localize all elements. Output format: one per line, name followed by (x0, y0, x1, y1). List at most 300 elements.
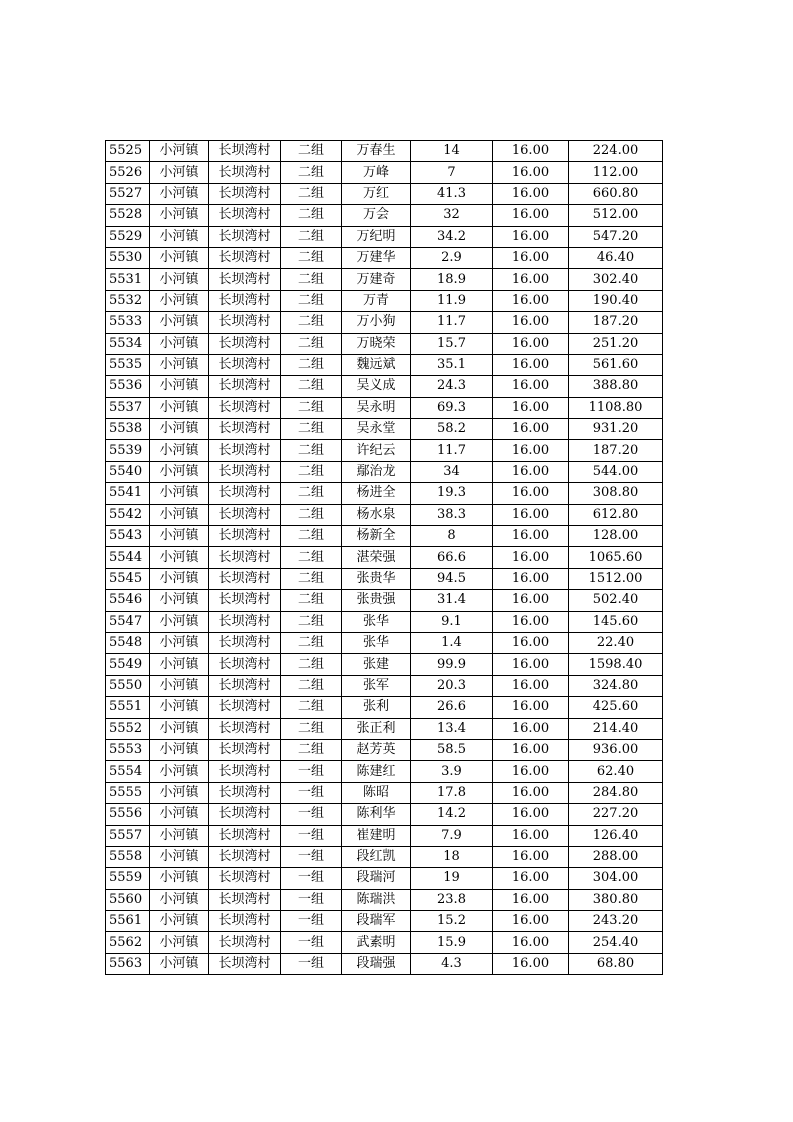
town-cell: 小河镇 (150, 162, 209, 183)
table-row (106, 483, 663, 504)
town-cell: 小河镇 (150, 568, 209, 589)
row-number-cell: 5550 (106, 675, 150, 696)
area-cell: 14.2 (411, 804, 493, 825)
rate-cell: 16.00 (493, 483, 569, 504)
table-row (106, 141, 663, 162)
group-cell: 二组 (281, 632, 342, 653)
area-cell: 34.2 (411, 226, 493, 247)
group-cell: 一组 (281, 911, 342, 932)
name-cell: 张正利 (342, 718, 411, 739)
name-cell: 张利 (342, 697, 411, 718)
amount-cell: 612.80 (569, 504, 663, 525)
group-cell: 二组 (281, 461, 342, 482)
group-cell: 一组 (281, 782, 342, 803)
area-cell: 7.9 (411, 825, 493, 846)
area-cell: 7 (411, 162, 493, 183)
name-cell: 万建华 (342, 247, 411, 268)
group-cell: 二组 (281, 654, 342, 675)
row-number-cell: 5537 (106, 397, 150, 418)
group-cell: 二组 (281, 568, 342, 589)
town-cell: 小河镇 (150, 419, 209, 440)
rate-cell: 16.00 (493, 804, 569, 825)
table-row (106, 183, 663, 204)
rate-cell: 16.00 (493, 761, 569, 782)
area-cell: 15.2 (411, 911, 493, 932)
name-cell: 吴永堂 (342, 419, 411, 440)
table-row (106, 697, 663, 718)
village-cell: 长坝湾村 (209, 739, 281, 760)
town-cell: 小河镇 (150, 461, 209, 482)
table-body (106, 141, 663, 975)
name-cell: 武素明 (342, 932, 411, 953)
amount-cell: 190.40 (569, 290, 663, 311)
amount-cell: 308.80 (569, 483, 663, 504)
amount-cell: 214.40 (569, 718, 663, 739)
village-cell: 长坝湾村 (209, 953, 281, 974)
row-number-cell: 5540 (106, 461, 150, 482)
area-cell: 9.1 (411, 611, 493, 632)
area-cell: 15.7 (411, 333, 493, 354)
row-number-cell: 5548 (106, 632, 150, 653)
amount-cell: 660.80 (569, 183, 663, 204)
table-row (106, 290, 663, 311)
row-number-cell: 5553 (106, 739, 150, 760)
group-cell: 二组 (281, 483, 342, 504)
row-number-cell: 5526 (106, 162, 150, 183)
table-row (106, 247, 663, 268)
rate-cell: 16.00 (493, 247, 569, 268)
town-cell: 小河镇 (150, 247, 209, 268)
rate-cell: 16.00 (493, 932, 569, 953)
village-cell: 长坝湾村 (209, 205, 281, 226)
village-cell: 长坝湾村 (209, 312, 281, 333)
amount-cell: 243.20 (569, 911, 663, 932)
name-cell: 魏远斌 (342, 354, 411, 375)
table-row (106, 269, 663, 290)
area-cell: 31.4 (411, 590, 493, 611)
table-row (106, 739, 663, 760)
row-number-cell: 5544 (106, 547, 150, 568)
town-cell: 小河镇 (150, 141, 209, 162)
group-cell: 二组 (281, 739, 342, 760)
row-number-cell: 5560 (106, 889, 150, 910)
name-cell: 万青 (342, 290, 411, 311)
amount-cell: 62.40 (569, 761, 663, 782)
group-cell: 一组 (281, 846, 342, 867)
name-cell: 万红 (342, 183, 411, 204)
village-cell: 长坝湾村 (209, 846, 281, 867)
table-row (106, 397, 663, 418)
village-cell: 长坝湾村 (209, 868, 281, 889)
table-row (106, 547, 663, 568)
town-cell: 小河镇 (150, 675, 209, 696)
town-cell: 小河镇 (150, 611, 209, 632)
table-row (106, 782, 663, 803)
town-cell: 小河镇 (150, 526, 209, 547)
amount-cell: 187.20 (569, 312, 663, 333)
name-cell: 张华 (342, 632, 411, 653)
row-number-cell: 5533 (106, 312, 150, 333)
group-cell: 二组 (281, 397, 342, 418)
name-cell: 吴义成 (342, 376, 411, 397)
town-cell: 小河镇 (150, 590, 209, 611)
amount-cell: 304.00 (569, 868, 663, 889)
village-cell: 长坝湾村 (209, 354, 281, 375)
village-cell: 长坝湾村 (209, 461, 281, 482)
rate-cell: 16.00 (493, 611, 569, 632)
row-number-cell: 5555 (106, 782, 150, 803)
village-cell: 长坝湾村 (209, 889, 281, 910)
group-cell: 二组 (281, 419, 342, 440)
town-cell: 小河镇 (150, 397, 209, 418)
group-cell: 二组 (281, 312, 342, 333)
name-cell: 陈昭 (342, 782, 411, 803)
rate-cell: 16.00 (493, 290, 569, 311)
area-cell: 15.9 (411, 932, 493, 953)
town-cell: 小河镇 (150, 440, 209, 461)
amount-cell: 502.40 (569, 590, 663, 611)
town-cell: 小河镇 (150, 868, 209, 889)
name-cell: 崔建明 (342, 825, 411, 846)
town-cell: 小河镇 (150, 782, 209, 803)
town-cell: 小河镇 (150, 739, 209, 760)
group-cell: 二组 (281, 504, 342, 525)
village-cell: 长坝湾村 (209, 568, 281, 589)
amount-cell: 22.40 (569, 632, 663, 653)
table-row (106, 354, 663, 375)
table-row (106, 504, 663, 525)
village-cell: 长坝湾村 (209, 226, 281, 247)
table-row (106, 333, 663, 354)
area-cell: 3.9 (411, 761, 493, 782)
amount-cell: 425.60 (569, 697, 663, 718)
row-number-cell: 5549 (106, 654, 150, 675)
row-number-cell: 5532 (106, 290, 150, 311)
table-row (106, 654, 663, 675)
group-cell: 二组 (281, 547, 342, 568)
area-cell: 66.6 (411, 547, 493, 568)
row-number-cell: 5542 (106, 504, 150, 525)
row-number-cell: 5530 (106, 247, 150, 268)
name-cell: 陈建红 (342, 761, 411, 782)
area-cell: 18 (411, 846, 493, 867)
rate-cell: 16.00 (493, 504, 569, 525)
town-cell: 小河镇 (150, 483, 209, 504)
rate-cell: 16.00 (493, 697, 569, 718)
group-cell: 二组 (281, 205, 342, 226)
amount-cell: 561.60 (569, 354, 663, 375)
row-number-cell: 5546 (106, 590, 150, 611)
row-number-cell: 5539 (106, 440, 150, 461)
rate-cell: 16.00 (493, 269, 569, 290)
area-cell: 17.8 (411, 782, 493, 803)
name-cell: 万纪明 (342, 226, 411, 247)
row-number-cell: 5562 (106, 932, 150, 953)
table-row (106, 718, 663, 739)
village-cell: 长坝湾村 (209, 269, 281, 290)
village-cell: 长坝湾村 (209, 632, 281, 653)
town-cell: 小河镇 (150, 718, 209, 739)
group-cell: 二组 (281, 333, 342, 354)
town-cell: 小河镇 (150, 932, 209, 953)
group-cell: 二组 (281, 590, 342, 611)
village-cell: 长坝湾村 (209, 590, 281, 611)
amount-cell: 324.80 (569, 675, 663, 696)
row-number-cell: 5556 (106, 804, 150, 825)
town-cell: 小河镇 (150, 632, 209, 653)
name-cell: 陈瑞洪 (342, 889, 411, 910)
row-number-cell: 5528 (106, 205, 150, 226)
town-cell: 小河镇 (150, 654, 209, 675)
group-cell: 二组 (281, 247, 342, 268)
row-number-cell: 5527 (106, 183, 150, 204)
area-cell: 2.9 (411, 247, 493, 268)
table-row (106, 675, 663, 696)
rate-cell: 16.00 (493, 397, 569, 418)
village-cell: 长坝湾村 (209, 419, 281, 440)
rate-cell: 16.00 (493, 911, 569, 932)
row-number-cell: 5529 (106, 226, 150, 247)
village-cell: 长坝湾村 (209, 825, 281, 846)
amount-cell: 46.40 (569, 247, 663, 268)
row-number-cell: 5545 (106, 568, 150, 589)
row-number-cell: 5559 (106, 868, 150, 889)
town-cell: 小河镇 (150, 547, 209, 568)
area-cell: 11.7 (411, 440, 493, 461)
group-cell: 二组 (281, 675, 342, 696)
amount-cell: 1108.80 (569, 397, 663, 418)
name-cell: 鄢治龙 (342, 461, 411, 482)
amount-cell: 224.00 (569, 141, 663, 162)
village-cell: 长坝湾村 (209, 761, 281, 782)
area-cell: 13.4 (411, 718, 493, 739)
table-row (106, 889, 663, 910)
rate-cell: 16.00 (493, 419, 569, 440)
group-cell: 二组 (281, 354, 342, 375)
name-cell: 杨水泉 (342, 504, 411, 525)
rate-cell: 16.00 (493, 953, 569, 974)
town-cell: 小河镇 (150, 504, 209, 525)
name-cell: 张贵华 (342, 568, 411, 589)
row-number-cell: 5535 (106, 354, 150, 375)
village-cell: 长坝湾村 (209, 376, 281, 397)
area-cell: 20.3 (411, 675, 493, 696)
group-cell: 一组 (281, 761, 342, 782)
rate-cell: 16.00 (493, 846, 569, 867)
name-cell: 万峰 (342, 162, 411, 183)
table-row (106, 440, 663, 461)
rate-cell: 16.00 (493, 547, 569, 568)
rate-cell: 16.00 (493, 141, 569, 162)
area-cell: 11.9 (411, 290, 493, 311)
rate-cell: 16.00 (493, 226, 569, 247)
area-cell: 38.3 (411, 504, 493, 525)
rate-cell: 16.00 (493, 675, 569, 696)
amount-cell: 187.20 (569, 440, 663, 461)
name-cell: 万会 (342, 205, 411, 226)
area-cell: 99.9 (411, 654, 493, 675)
amount-cell: 251.20 (569, 333, 663, 354)
row-number-cell: 5554 (106, 761, 150, 782)
amount-cell: 302.40 (569, 269, 663, 290)
row-number-cell: 5525 (106, 141, 150, 162)
table-row (106, 825, 663, 846)
amount-cell: 380.80 (569, 889, 663, 910)
name-cell: 段瑞河 (342, 868, 411, 889)
area-cell: 23.8 (411, 889, 493, 910)
amount-cell: 284.80 (569, 782, 663, 803)
village-cell: 长坝湾村 (209, 911, 281, 932)
data-table (105, 140, 663, 975)
area-cell: 4.3 (411, 953, 493, 974)
area-cell: 26.6 (411, 697, 493, 718)
name-cell: 万建奇 (342, 269, 411, 290)
amount-cell: 512.00 (569, 205, 663, 226)
area-cell: 58.5 (411, 739, 493, 760)
row-number-cell: 5547 (106, 611, 150, 632)
rate-cell: 16.00 (493, 868, 569, 889)
name-cell: 湛荣强 (342, 547, 411, 568)
rate-cell: 16.00 (493, 183, 569, 204)
village-cell: 长坝湾村 (209, 290, 281, 311)
town-cell: 小河镇 (150, 312, 209, 333)
table-row (106, 868, 663, 889)
rate-cell: 16.00 (493, 718, 569, 739)
group-cell: 二组 (281, 141, 342, 162)
amount-cell: 547.20 (569, 226, 663, 247)
table-row (106, 590, 663, 611)
village-cell: 长坝湾村 (209, 718, 281, 739)
row-number-cell: 5558 (106, 846, 150, 867)
table-row (106, 568, 663, 589)
town-cell: 小河镇 (150, 226, 209, 247)
row-number-cell: 5536 (106, 376, 150, 397)
amount-cell: 254.40 (569, 932, 663, 953)
area-cell: 18.9 (411, 269, 493, 290)
town-cell: 小河镇 (150, 804, 209, 825)
rate-cell: 16.00 (493, 654, 569, 675)
town-cell: 小河镇 (150, 911, 209, 932)
group-cell: 二组 (281, 183, 342, 204)
village-cell: 长坝湾村 (209, 547, 281, 568)
rate-cell: 16.00 (493, 312, 569, 333)
amount-cell: 1065.60 (569, 547, 663, 568)
town-cell: 小河镇 (150, 761, 209, 782)
rate-cell: 16.00 (493, 440, 569, 461)
village-cell: 长坝湾村 (209, 654, 281, 675)
rate-cell: 16.00 (493, 632, 569, 653)
rate-cell: 16.00 (493, 205, 569, 226)
row-number-cell: 5551 (106, 697, 150, 718)
group-cell: 一组 (281, 825, 342, 846)
area-cell: 19.3 (411, 483, 493, 504)
name-cell: 张贵强 (342, 590, 411, 611)
town-cell: 小河镇 (150, 376, 209, 397)
town-cell: 小河镇 (150, 290, 209, 311)
area-cell: 94.5 (411, 568, 493, 589)
village-cell: 长坝湾村 (209, 697, 281, 718)
village-cell: 长坝湾村 (209, 397, 281, 418)
rate-cell: 16.00 (493, 162, 569, 183)
table-row (106, 461, 663, 482)
row-number-cell: 5531 (106, 269, 150, 290)
group-cell: 二组 (281, 376, 342, 397)
town-cell: 小河镇 (150, 333, 209, 354)
table-row (106, 526, 663, 547)
row-number-cell: 5563 (106, 953, 150, 974)
amount-cell: 145.60 (569, 611, 663, 632)
name-cell: 万春生 (342, 141, 411, 162)
name-cell: 吴永明 (342, 397, 411, 418)
name-cell: 段红凯 (342, 846, 411, 867)
village-cell: 长坝湾村 (209, 611, 281, 632)
village-cell: 长坝湾村 (209, 932, 281, 953)
village-cell: 长坝湾村 (209, 440, 281, 461)
area-cell: 11.7 (411, 312, 493, 333)
area-cell: 35.1 (411, 354, 493, 375)
town-cell: 小河镇 (150, 825, 209, 846)
name-cell: 陈利华 (342, 804, 411, 825)
table-row (106, 611, 663, 632)
village-cell: 长坝湾村 (209, 804, 281, 825)
table-row (106, 911, 663, 932)
rate-cell: 16.00 (493, 354, 569, 375)
row-number-cell: 5561 (106, 911, 150, 932)
name-cell: 张华 (342, 611, 411, 632)
amount-cell: 112.00 (569, 162, 663, 183)
table-row (106, 226, 663, 247)
rate-cell: 16.00 (493, 782, 569, 803)
area-cell: 19 (411, 868, 493, 889)
village-cell: 长坝湾村 (209, 247, 281, 268)
rate-cell: 16.00 (493, 376, 569, 397)
row-number-cell: 5557 (106, 825, 150, 846)
row-number-cell: 5534 (106, 333, 150, 354)
village-cell: 长坝湾村 (209, 675, 281, 696)
area-cell: 41.3 (411, 183, 493, 204)
table-row (106, 162, 663, 183)
group-cell: 二组 (281, 290, 342, 311)
area-cell: 58.2 (411, 419, 493, 440)
village-cell: 长坝湾村 (209, 333, 281, 354)
village-cell: 长坝湾村 (209, 483, 281, 504)
town-cell: 小河镇 (150, 354, 209, 375)
table-row (106, 953, 663, 974)
table-row (106, 312, 663, 333)
row-number-cell: 5541 (106, 483, 150, 504)
town-cell: 小河镇 (150, 953, 209, 974)
name-cell: 段瑞军 (342, 911, 411, 932)
group-cell: 二组 (281, 269, 342, 290)
rate-cell: 16.00 (493, 889, 569, 910)
name-cell: 杨新全 (342, 526, 411, 547)
village-cell: 长坝湾村 (209, 162, 281, 183)
village-cell: 长坝湾村 (209, 526, 281, 547)
group-cell: 一组 (281, 953, 342, 974)
village-cell: 长坝湾村 (209, 504, 281, 525)
group-cell: 二组 (281, 440, 342, 461)
group-cell: 二组 (281, 526, 342, 547)
area-cell: 24.3 (411, 376, 493, 397)
table-row (106, 846, 663, 867)
table-row (106, 419, 663, 440)
village-cell: 长坝湾村 (209, 183, 281, 204)
amount-cell: 931.20 (569, 419, 663, 440)
group-cell: 一组 (281, 932, 342, 953)
rate-cell: 16.00 (493, 590, 569, 611)
row-number-cell: 5538 (106, 419, 150, 440)
area-cell: 1.4 (411, 632, 493, 653)
